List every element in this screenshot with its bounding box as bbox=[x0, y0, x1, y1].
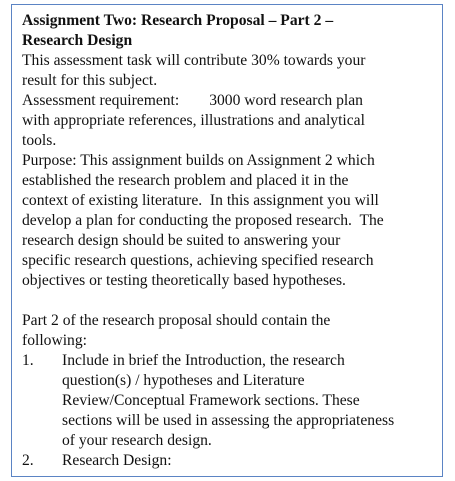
heading-line-2: Research Design bbox=[22, 32, 133, 49]
intro-line-2: result for this subject. bbox=[22, 72, 158, 89]
list-item-1-line-3: Review/Conceptual Framework sections. These bbox=[62, 392, 360, 409]
list-item-text: Include in brief the Introduction, the research bbox=[62, 352, 345, 369]
requirement-continuation-1: with appropriate references, illustrations and analytical bbox=[22, 112, 365, 129]
requirement-label: Assessment requirement: bbox=[22, 92, 180, 109]
assignment-document bbox=[22, 11, 427, 471]
intro-line-1: This assessment task will contribute 30% towards your bbox=[22, 52, 366, 69]
purpose-line-3: context of existing literature. In this assignment you will bbox=[22, 192, 379, 209]
heading-line-1: Assignment Two: Research Proposal – Part 2 – bbox=[22, 12, 334, 29]
list-item-1-line-2: question(s) / hypotheses and Literature bbox=[62, 372, 305, 389]
purpose-line-4: develop a plan for conducting the proposed research. The bbox=[22, 212, 384, 229]
list-number: 1. bbox=[22, 352, 34, 369]
requirement-value: 3000 word research plan bbox=[209, 92, 363, 109]
list-item-1-line-5: of your research design. bbox=[62, 432, 212, 449]
purpose-line-6: specific research questions, achieving specified research bbox=[22, 252, 374, 269]
part2-line-1: Part 2 of the research proposal should contain the bbox=[22, 312, 331, 329]
list-item-1-line-4: sections will be used in assessing the appropriateness bbox=[62, 412, 395, 429]
list-item-2 bbox=[22, 451, 427, 471]
purpose-line-1: Purpose: This assignment builds on Assignment 2 which bbox=[22, 152, 375, 169]
list-item-text: Research Design: bbox=[62, 452, 172, 469]
purpose-line-2: established the research problem and placed it in the bbox=[22, 172, 349, 189]
list-item-1 bbox=[22, 351, 427, 371]
purpose-line-7: objectives or testing theoretically based hypotheses. bbox=[22, 272, 346, 289]
part2-line-2: following: bbox=[22, 332, 87, 349]
paragraph-gap bbox=[22, 291, 427, 311]
requirement-line bbox=[22, 91, 427, 111]
purpose-line-5: research design should be suited to answering your bbox=[22, 232, 341, 249]
requirement-continuation-2: tools. bbox=[22, 132, 57, 149]
list-number: 2. bbox=[22, 452, 34, 469]
